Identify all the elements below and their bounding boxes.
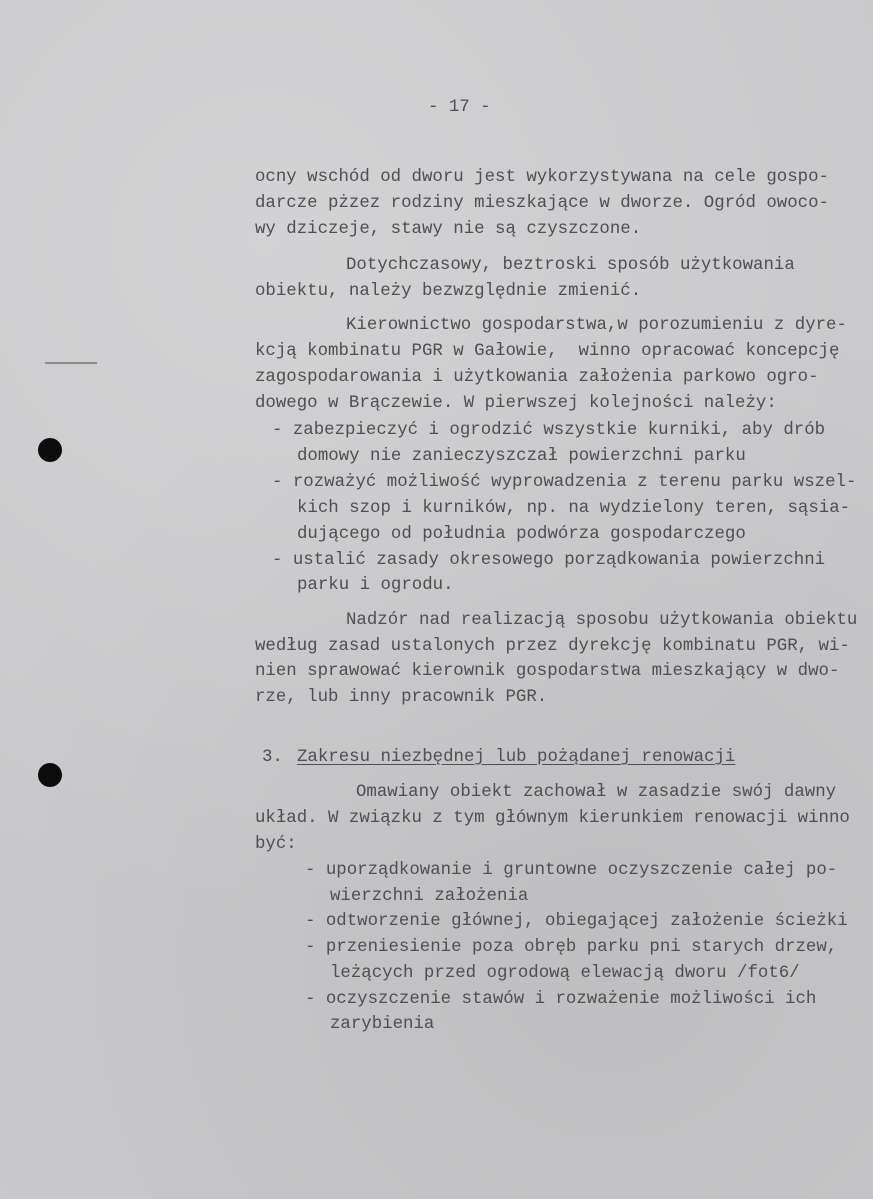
- list-item-cont: dującego od południa podwórza gospodarczego: [297, 525, 746, 544]
- list-item-cont: zarybienia: [330, 1015, 435, 1034]
- list-item-cont: domowy nie zanieczyszczał powierzchni parku: [297, 447, 746, 466]
- section-title: Zakresu niezbędnej lub pożądanej renowacji: [297, 748, 736, 767]
- text-line: kcją kombinatu PGR w Gałowie, winno opracować koncepcję: [255, 342, 840, 361]
- list-item: - oczyszczenie stawów i rozważenie możliwości ich: [305, 990, 817, 1009]
- text-line: Omawiany obiekt zachował w zasadzie swój dawny: [356, 783, 837, 802]
- list-item: - ustalić zasady okresowego porządkowania powierzchni: [272, 551, 826, 570]
- text-line: Dotychczasowy, beztroski sposób użytkowania: [346, 256, 795, 275]
- text-line: dowego w Brączewie. W pierwszej kolejności należy:: [255, 394, 777, 413]
- text-line: obiektu, należy bezwzględnie zmienić.: [255, 282, 642, 301]
- margin-mark: [45, 362, 97, 364]
- list-item-cont: kich szop i kurników, np. na wydzielony teren, sąsia-: [297, 499, 851, 518]
- list-item-cont: parku i ogrodu.: [297, 576, 454, 595]
- text-line: zagospodarowania i użytkowania założenia parkowo ogro-: [255, 368, 819, 387]
- punch-hole: [38, 438, 62, 462]
- list-item: - przeniesienie poza obręb parku pni starych drzew,: [305, 938, 838, 957]
- text-line: nien sprawować kierownik gospodarstwa mieszkający w dwo-: [255, 662, 840, 681]
- text-line: Nadzór nad realizacją sposobu użytkowania obiektu: [346, 611, 858, 630]
- page-number: - 17 -: [428, 98, 491, 117]
- list-item: - rozważyć możliwość wyprowadzenia z terenu parku wszel-: [272, 473, 857, 492]
- text-line: ocny wschód od dworu jest wykorzystywana na cele gospo-: [255, 168, 829, 187]
- text-line: Kierownictwo gospodarstwa,w porozumieniu z dyre-: [346, 316, 847, 335]
- text-line: wy dziczeje, stawy nie są czyszczone.: [255, 220, 642, 239]
- text-line: rze, lub inny pracownik PGR.: [255, 688, 548, 707]
- text-line: według zasad ustalonych przez dyrekcję kombinatu PGR, wi-: [255, 637, 850, 656]
- text-line: darcze pżzez rodziny mieszkające w dworze. Ogród owoco-: [255, 194, 829, 213]
- list-item-cont: wierzchni założenia: [330, 887, 529, 906]
- punch-hole: [38, 763, 62, 787]
- section-number: 3.: [262, 748, 283, 767]
- text-line: układ. W związku z tym głównym kierunkiem renowacji winno: [255, 809, 850, 828]
- text-line: być:: [255, 835, 297, 854]
- list-item: - zabezpieczyć i ogrodzić wszystkie kurniki, aby drób: [272, 421, 826, 440]
- list-item-cont: leżących przed ogrodową elewacją dworu /fot6/: [330, 964, 800, 983]
- list-item: - odtworzenie głównej, obiegającej założenie ścieżki: [305, 912, 848, 931]
- list-item: - uporządkowanie i gruntowne oczyszczenie całej po-: [305, 861, 838, 880]
